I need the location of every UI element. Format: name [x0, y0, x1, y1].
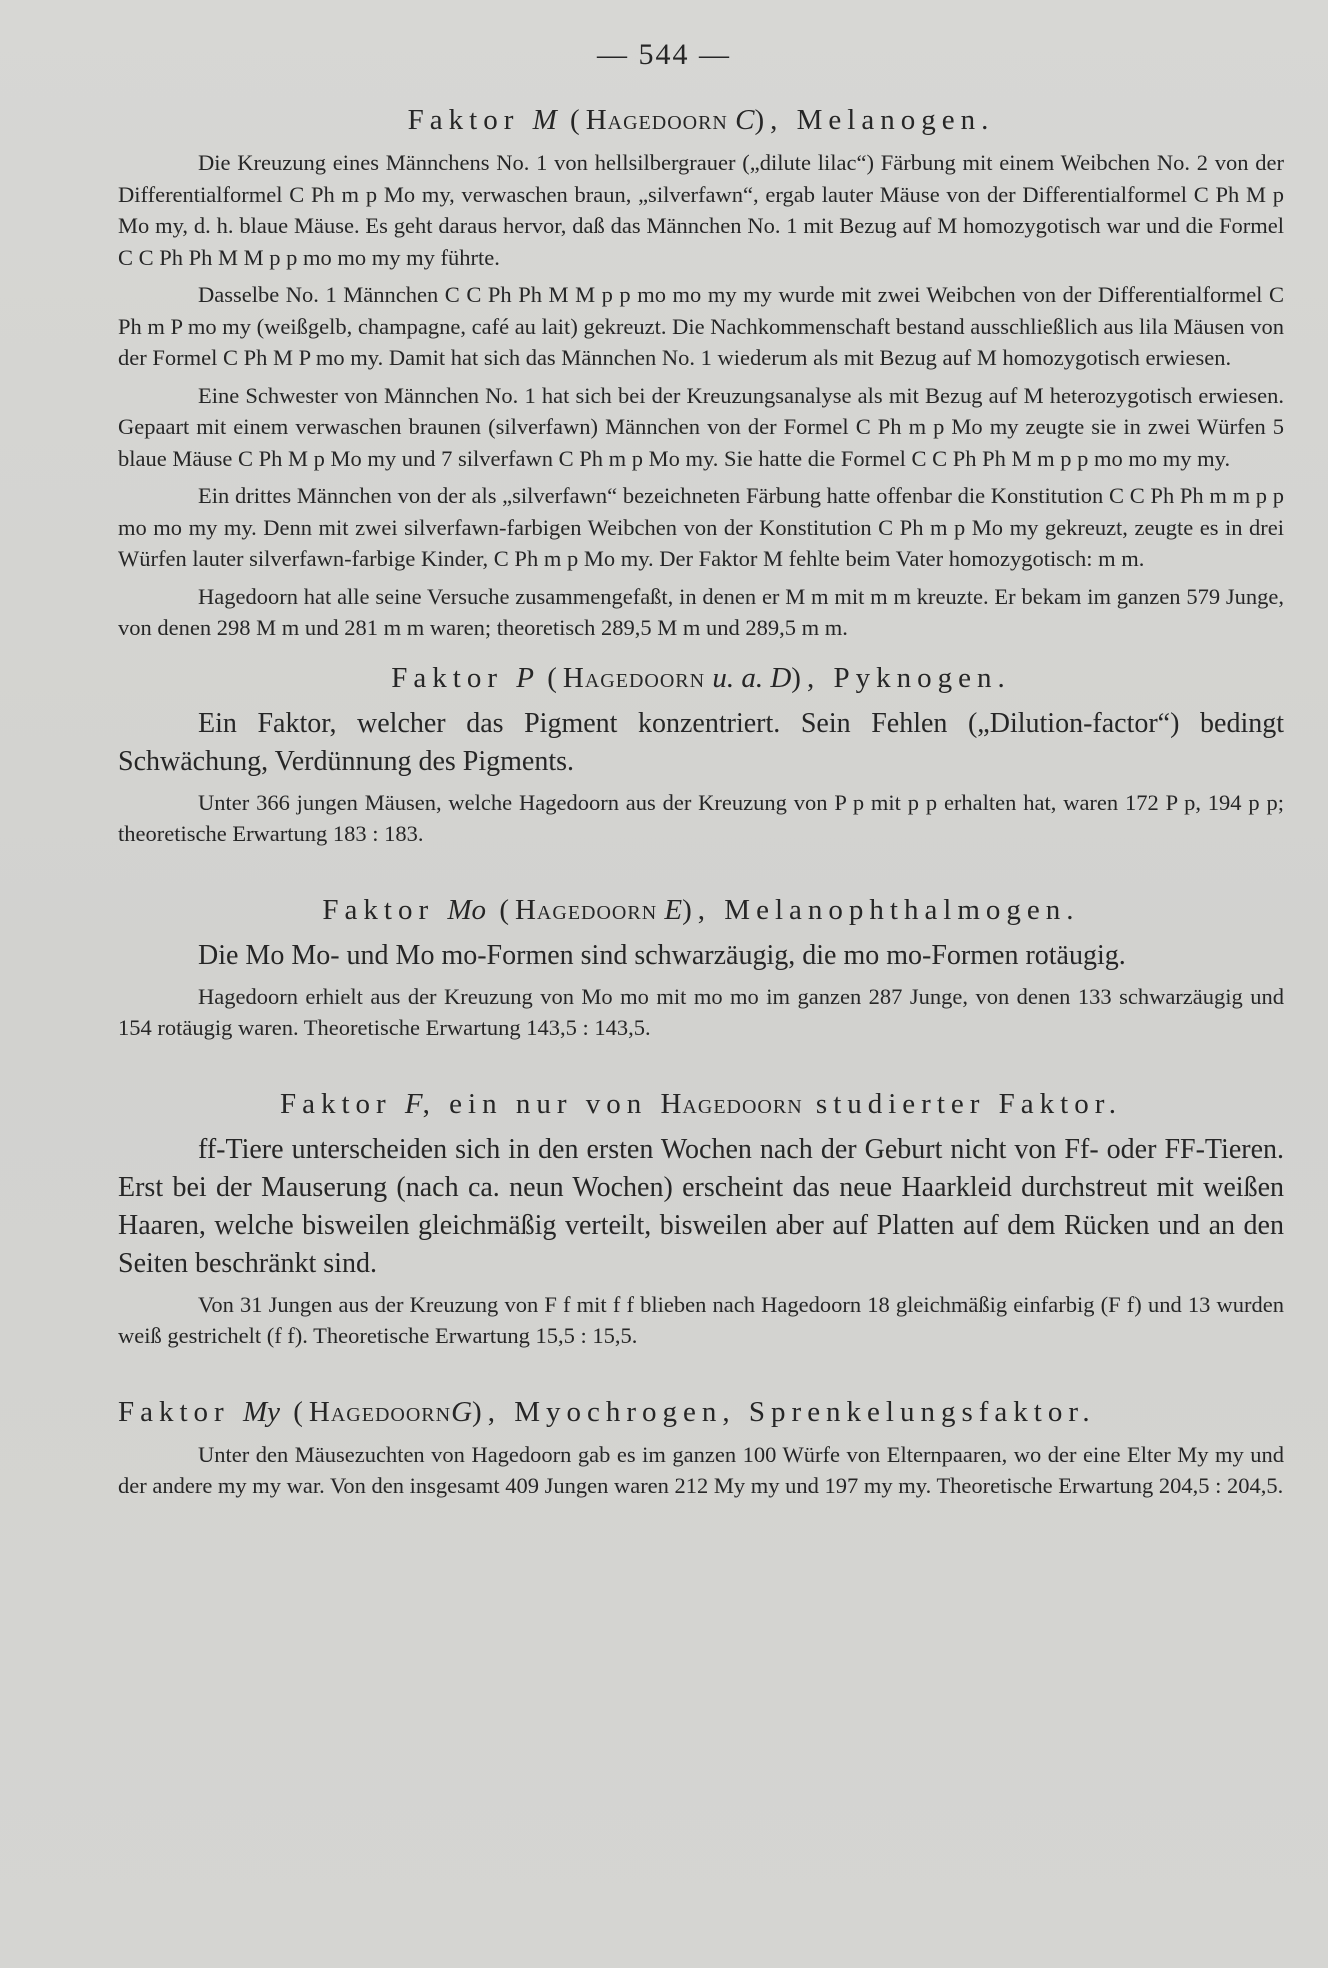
paragraph: Eine Schwester von Männchen No. 1 hat sich bei der Kreuzungsanalyse als mit Bezug auf M heterozygotisch erwiesen. Gepaart mit einem verwaschen braunen (silverfawn) Männchen von der Formel C Ph m p Mo my zeugte sie in zwei Würfen 5 blaue Mäuse C Ph M p Mo my und 7 silverfawn C Ph m p Mo my. Sie hatte die Formel C C Ph Ph M m p p mo mo my my. — [118, 382, 1284, 471]
paragraph: Die Kreuzung eines Männchens No. 1 von hellsilbergrauer („dilute lilac“) Färbung mit einem Weibchen No. 2 von der Differentialformel C Ph m p Mo my, verwaschen braun, „silverfawn“, ergab lauter Mäuse von der Differentialformel C Ph M p Mo my, d. h. blaue Mäuse. Es geht daraus hervor, daß das Männchen No. 1 mit Bezug auf M homozygotisch war und die Formel C C Ph Ph M M p p mo mo my my führte. — [118, 150, 1284, 270]
section-heading-faktor-p: Faktor P (Hagedoorn u. a. D), Pyknogen. — [391, 661, 1011, 694]
paragraph: Dasselbe No. 1 Männchen C C Ph Ph M M p p mo mo my my wurde mit zwei Weibchen von der Differentialformel C Ph m P mo my (weißgelb, champagne, café au lait) gekreuzt. Die Nachkommenschaft bestand ausschließlich aus lila Mäusen von der Formel C Ph M P mo my. Damit hat sich das Männchen No. 1 wiederum als mit Bezug auf M homozygotisch erwiesen. — [118, 282, 1284, 370]
page-number: — 544 — — [597, 38, 731, 71]
section-heading-faktor-my: Faktor My (HagedoornG), Myochrogen, Sprenkelungsfaktor. — [118, 1395, 1096, 1428]
section-heading-faktor-mo: Faktor Mo (Hagedoorn E), Melanophthalmogen. — [322, 893, 1080, 926]
lead-paragraph: Ein Faktor, welcher das Pigment konzentriert. Sein Fehlen („Dilution-factor“) bedingt Schwächung, Verdünnung des Pigments. — [118, 707, 1284, 777]
section-heading-faktor-f: Faktor F, ein nur von Hagedoorn studierter Faktor. — [279, 1087, 1123, 1120]
lead-paragraph: Die Mo Mo- und Mo mo-Formen sind schwarzäugig, die mo mo-Formen rotäugig. — [198, 939, 1126, 971]
paragraph: Hagedoorn erhielt aus der Kreuzung von Mo mo mit mo mo im ganzen 287 Junge, von denen 133 schwarzäugig und 154 rotäugig waren. Theoretische Erwartung 143,5 : 143,5. — [118, 983, 1284, 1040]
paragraph: Hagedoorn hat alle seine Versuche zusammengefaßt, in denen er M m mit m m kreuzte. Er bekam im ganzen 579 Junge, von denen 298 M m und 281 m m waren; theoretisch 289,5 M m und 289,5 m m. — [118, 583, 1284, 640]
paragraph: Unter den Mäusezuchten von Hagedoorn gab es im ganzen 100 Würfe von Elternpaaren, wo der eine Elter My my und der andere my my war. Von den insgesamt 409 Jungen waren 212 My my und 197 my my. Theoretische Erwartung 204,5 : 204,5. — [118, 1441, 1284, 1498]
section-heading-faktor-m: Faktor M (Hagedoorn C), Melanogen. — [407, 104, 995, 136]
paragraph: Ein drittes Männchen von der als „silverfawn“ bezeichneten Färbung hatte offenbar die Konstitution C C Ph Ph m m p p mo mo my my. Denn mit zwei silverfawn-farbigen Weibchen von der Konstitution C Ph m p Mo my gekreuzt, zeugte es in drei Würfen lauter silverfawn-farbige Kinder, C Ph m p Mo my. Der Faktor M fehlte beim Vater homozygotisch: m m. — [118, 483, 1284, 571]
paragraph: Von 31 Jungen aus der Kreuzung von F f mit f f blieben nach Hagedoorn 18 gleichmäßig einfarbig (F f) und 13 wurden weiß gestrichelt (f f). Theoretische Erwartung 15,5 : 15,5. — [118, 1291, 1284, 1348]
page-body — [118, 104, 1284, 1502]
lead-paragraph: ff-Tiere unterscheiden sich in den ersten Wochen nach der Geburt nicht von Ff- oder FF-Tieren. Erst bei der Mauserung (nach ca. neun Wochen) erscheint das neue Haarkleid durchstreut mit weißen Haaren, welche bisweilen gleichmäßig verteilt, bisweilen aber auf Platten auf dem Rücken und an den Seiten beschränkt sind. — [118, 1133, 1284, 1279]
paragraph: Unter 366 jungen Mäusen, welche Hagedoorn aus der Kreuzung von P p mit p p erhalten hat, waren 172 P p, 194 p p; theoretische Erwartung 183 : 183. — [118, 789, 1284, 846]
